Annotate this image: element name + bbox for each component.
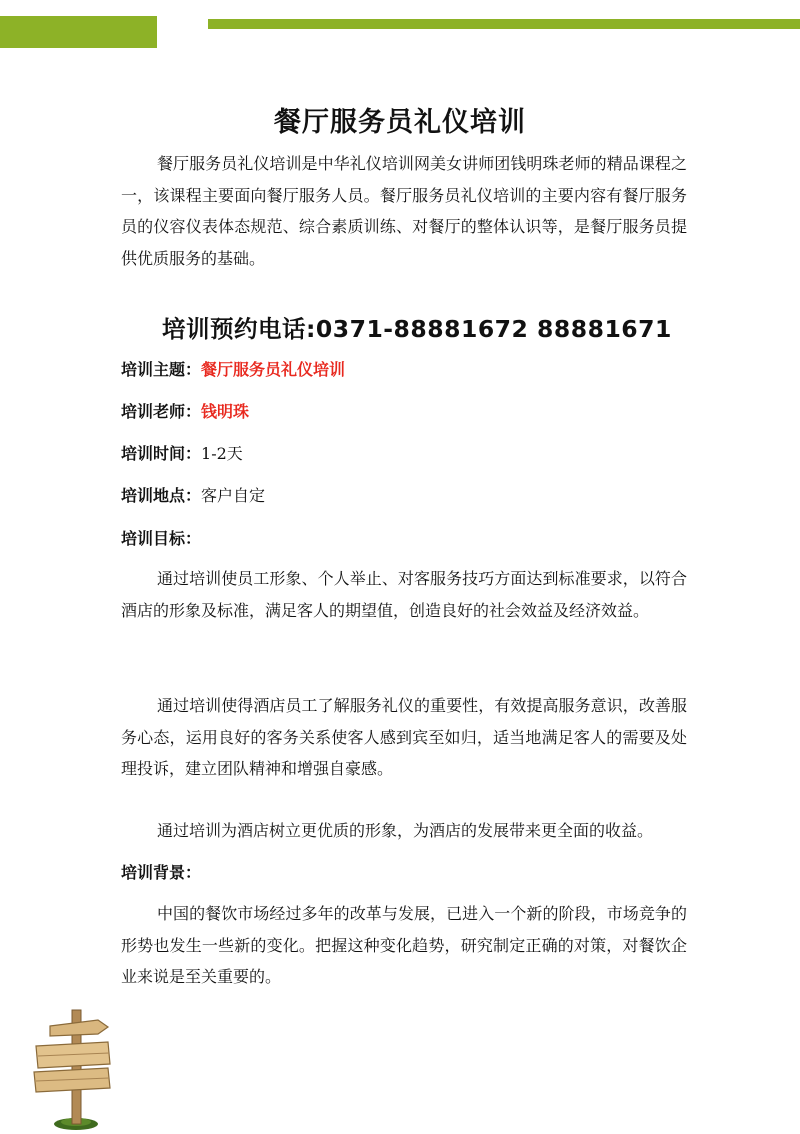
background-paragraph: 中国的餐饮市场经过多年的改革与发展，已进入一个新的阶段，市场竞争的形势也发生一些新的变化。把握这种变化趋势，研究制定正确的对策，对餐饮企业来说是至关重要的。 bbox=[121, 904, 687, 986]
place-value: 客户自定 bbox=[201, 486, 266, 505]
info-teacher bbox=[121, 400, 249, 424]
time-label: 培训时间： bbox=[121, 444, 202, 463]
teacher-label: 培训老师： bbox=[121, 402, 202, 421]
goals-paragraph-3: 通过培训为酒店树立更优质的形象，为酒店的发展带来更全面的收益。 bbox=[157, 821, 654, 840]
teacher-value: 钱明珠 bbox=[201, 402, 250, 421]
topic-value: 餐厅服务员礼仪培训 bbox=[201, 360, 346, 379]
place-label: 培训地点： bbox=[121, 486, 202, 505]
wooden-signpost-icon bbox=[28, 1006, 128, 1130]
page-title: 餐厅服务员礼仪培训 bbox=[274, 107, 526, 138]
topic-label: 培训主题： bbox=[121, 360, 202, 379]
info-time bbox=[121, 442, 243, 466]
info-place bbox=[121, 484, 265, 508]
time-value: 1-2天 bbox=[201, 444, 243, 463]
background-heading: 培训背景： bbox=[121, 863, 202, 882]
intro-paragraph: 餐厅服务员礼仪培训是中华礼仪培训网美女讲师团钱明珠老师的精品课程之一，该课程主要面向餐厅服务人员。餐厅服务员礼仪培训的主要内容有餐厅服务员的仪容仪表体态规范、综合素质训练、对餐厅的整体认识等，是餐厅服务员提供优质服务的基础。 bbox=[121, 154, 687, 268]
header-green-block bbox=[0, 16, 157, 48]
header-green-rule bbox=[208, 19, 800, 29]
booking-phone: 培训预约电话:0371-88881672 88881671 bbox=[162, 315, 672, 343]
info-topic bbox=[121, 358, 345, 382]
goals-paragraph-2: 通过培训使得酒店员工了解服务礼仪的重要性，有效提高服务意识，改善服务心态，运用良好的客务关系使客人感到宾至如归，适当地满足客人的需要及处理投诉，建立团队精神和增强自豪感。 bbox=[121, 696, 687, 778]
goals-heading: 培训目标： bbox=[121, 529, 202, 548]
goals-paragraph-1: 通过培训使员工形象、个人举止、对客服务技巧方面达到标准要求，以符合酒店的形象及标准，满足客人的期望值，创造良好的社会效益及经济效益。 bbox=[121, 569, 687, 620]
